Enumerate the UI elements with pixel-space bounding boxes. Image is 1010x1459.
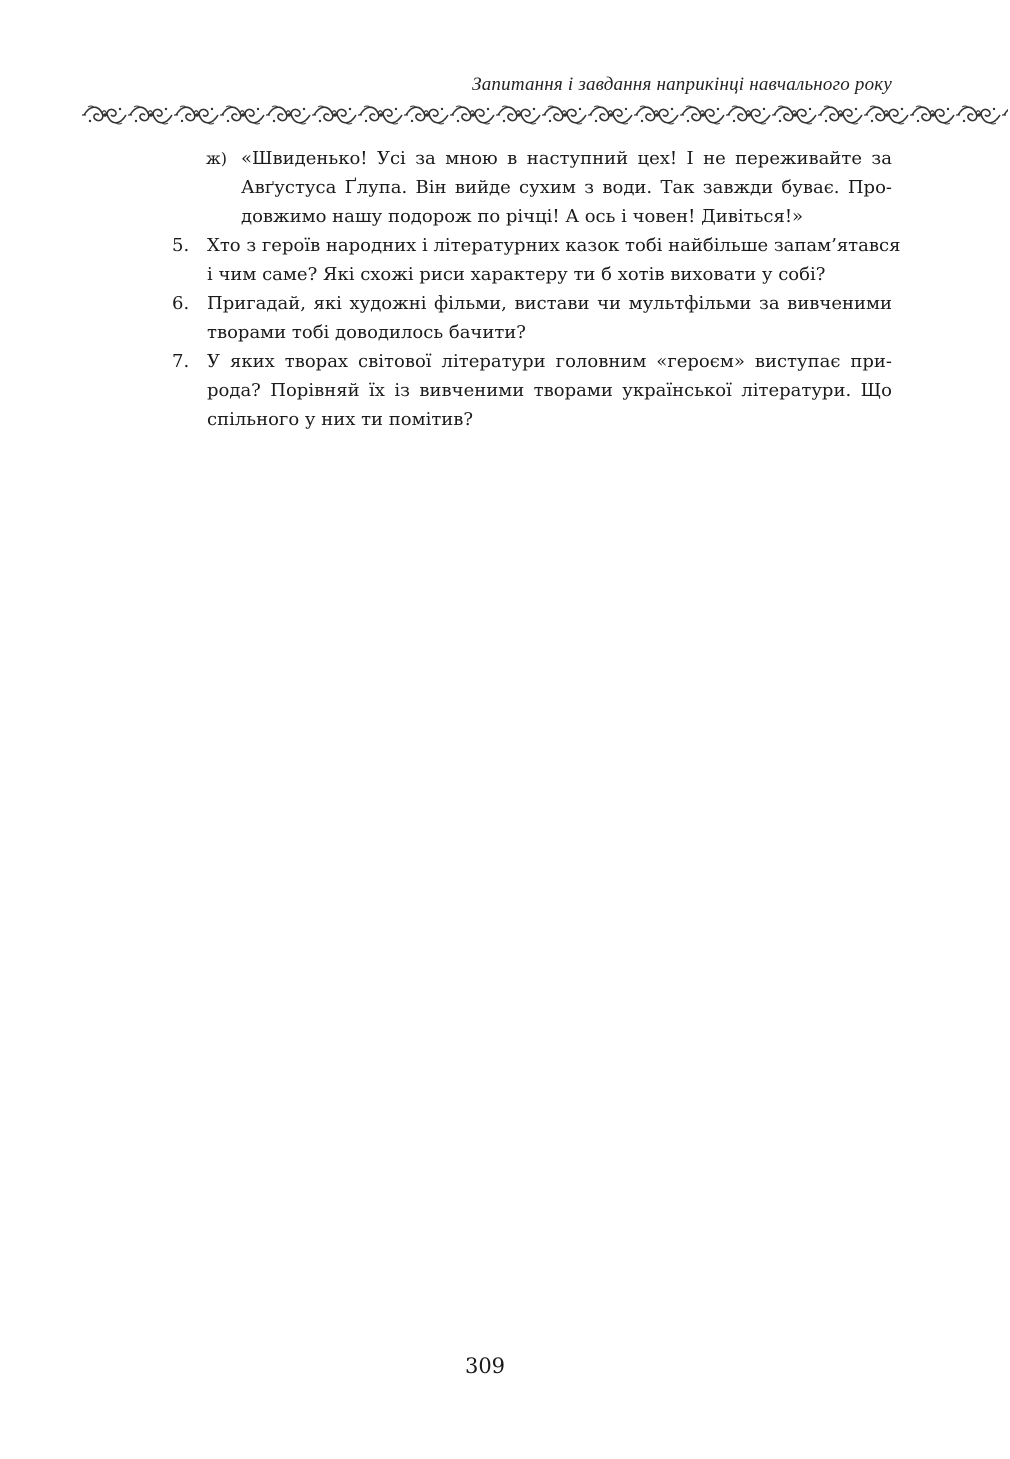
questions-list	[0, 144, 1010, 434]
text-line: «Швиденько! Усі за мною в наступний цех! І не переживайте за	[241, 148, 892, 169]
text-line: Авґустуса Ґлупа. Він вийде сухим з води. Так завжди буває. Про-	[241, 177, 892, 198]
item-marker: 7.	[172, 351, 190, 372]
ornamental-divider	[82, 103, 1008, 127]
text-line: Пригадай, які художні фільми, вистави чи мультфільми за вивченими	[207, 293, 892, 314]
item-marker: 6.	[172, 293, 190, 314]
text-line: спільного у них ти помітив?	[207, 409, 474, 430]
list-item	[0, 231, 1010, 289]
text-line: довжимо нашу подорож по річці! А ось і човен! Дивіться!»	[241, 206, 804, 227]
item-marker: 5.	[172, 235, 190, 256]
page-number: 309	[464, 1354, 506, 1378]
item-marker: ж)	[206, 149, 227, 168]
text-line: рода? Порівняй їх із вивченими творами української літератури. Що	[207, 380, 892, 401]
list-item	[0, 347, 1010, 434]
text-line: У яких творах світової літератури головним «героєм» виступає при-	[207, 351, 892, 372]
running-header: Запитання і завдання наприкінці навчального року	[472, 74, 892, 95]
list-item	[0, 144, 1010, 231]
text-line: і чим саме? Які схожі риси характеру ти б хотів виховати у собі?	[207, 264, 826, 285]
list-item	[0, 289, 1010, 347]
text-line: Хто з героїв народних і літературних казок тобі найбільше запам’ятався	[207, 235, 901, 256]
text-line: творами тобі доводилось бачити?	[207, 322, 526, 343]
